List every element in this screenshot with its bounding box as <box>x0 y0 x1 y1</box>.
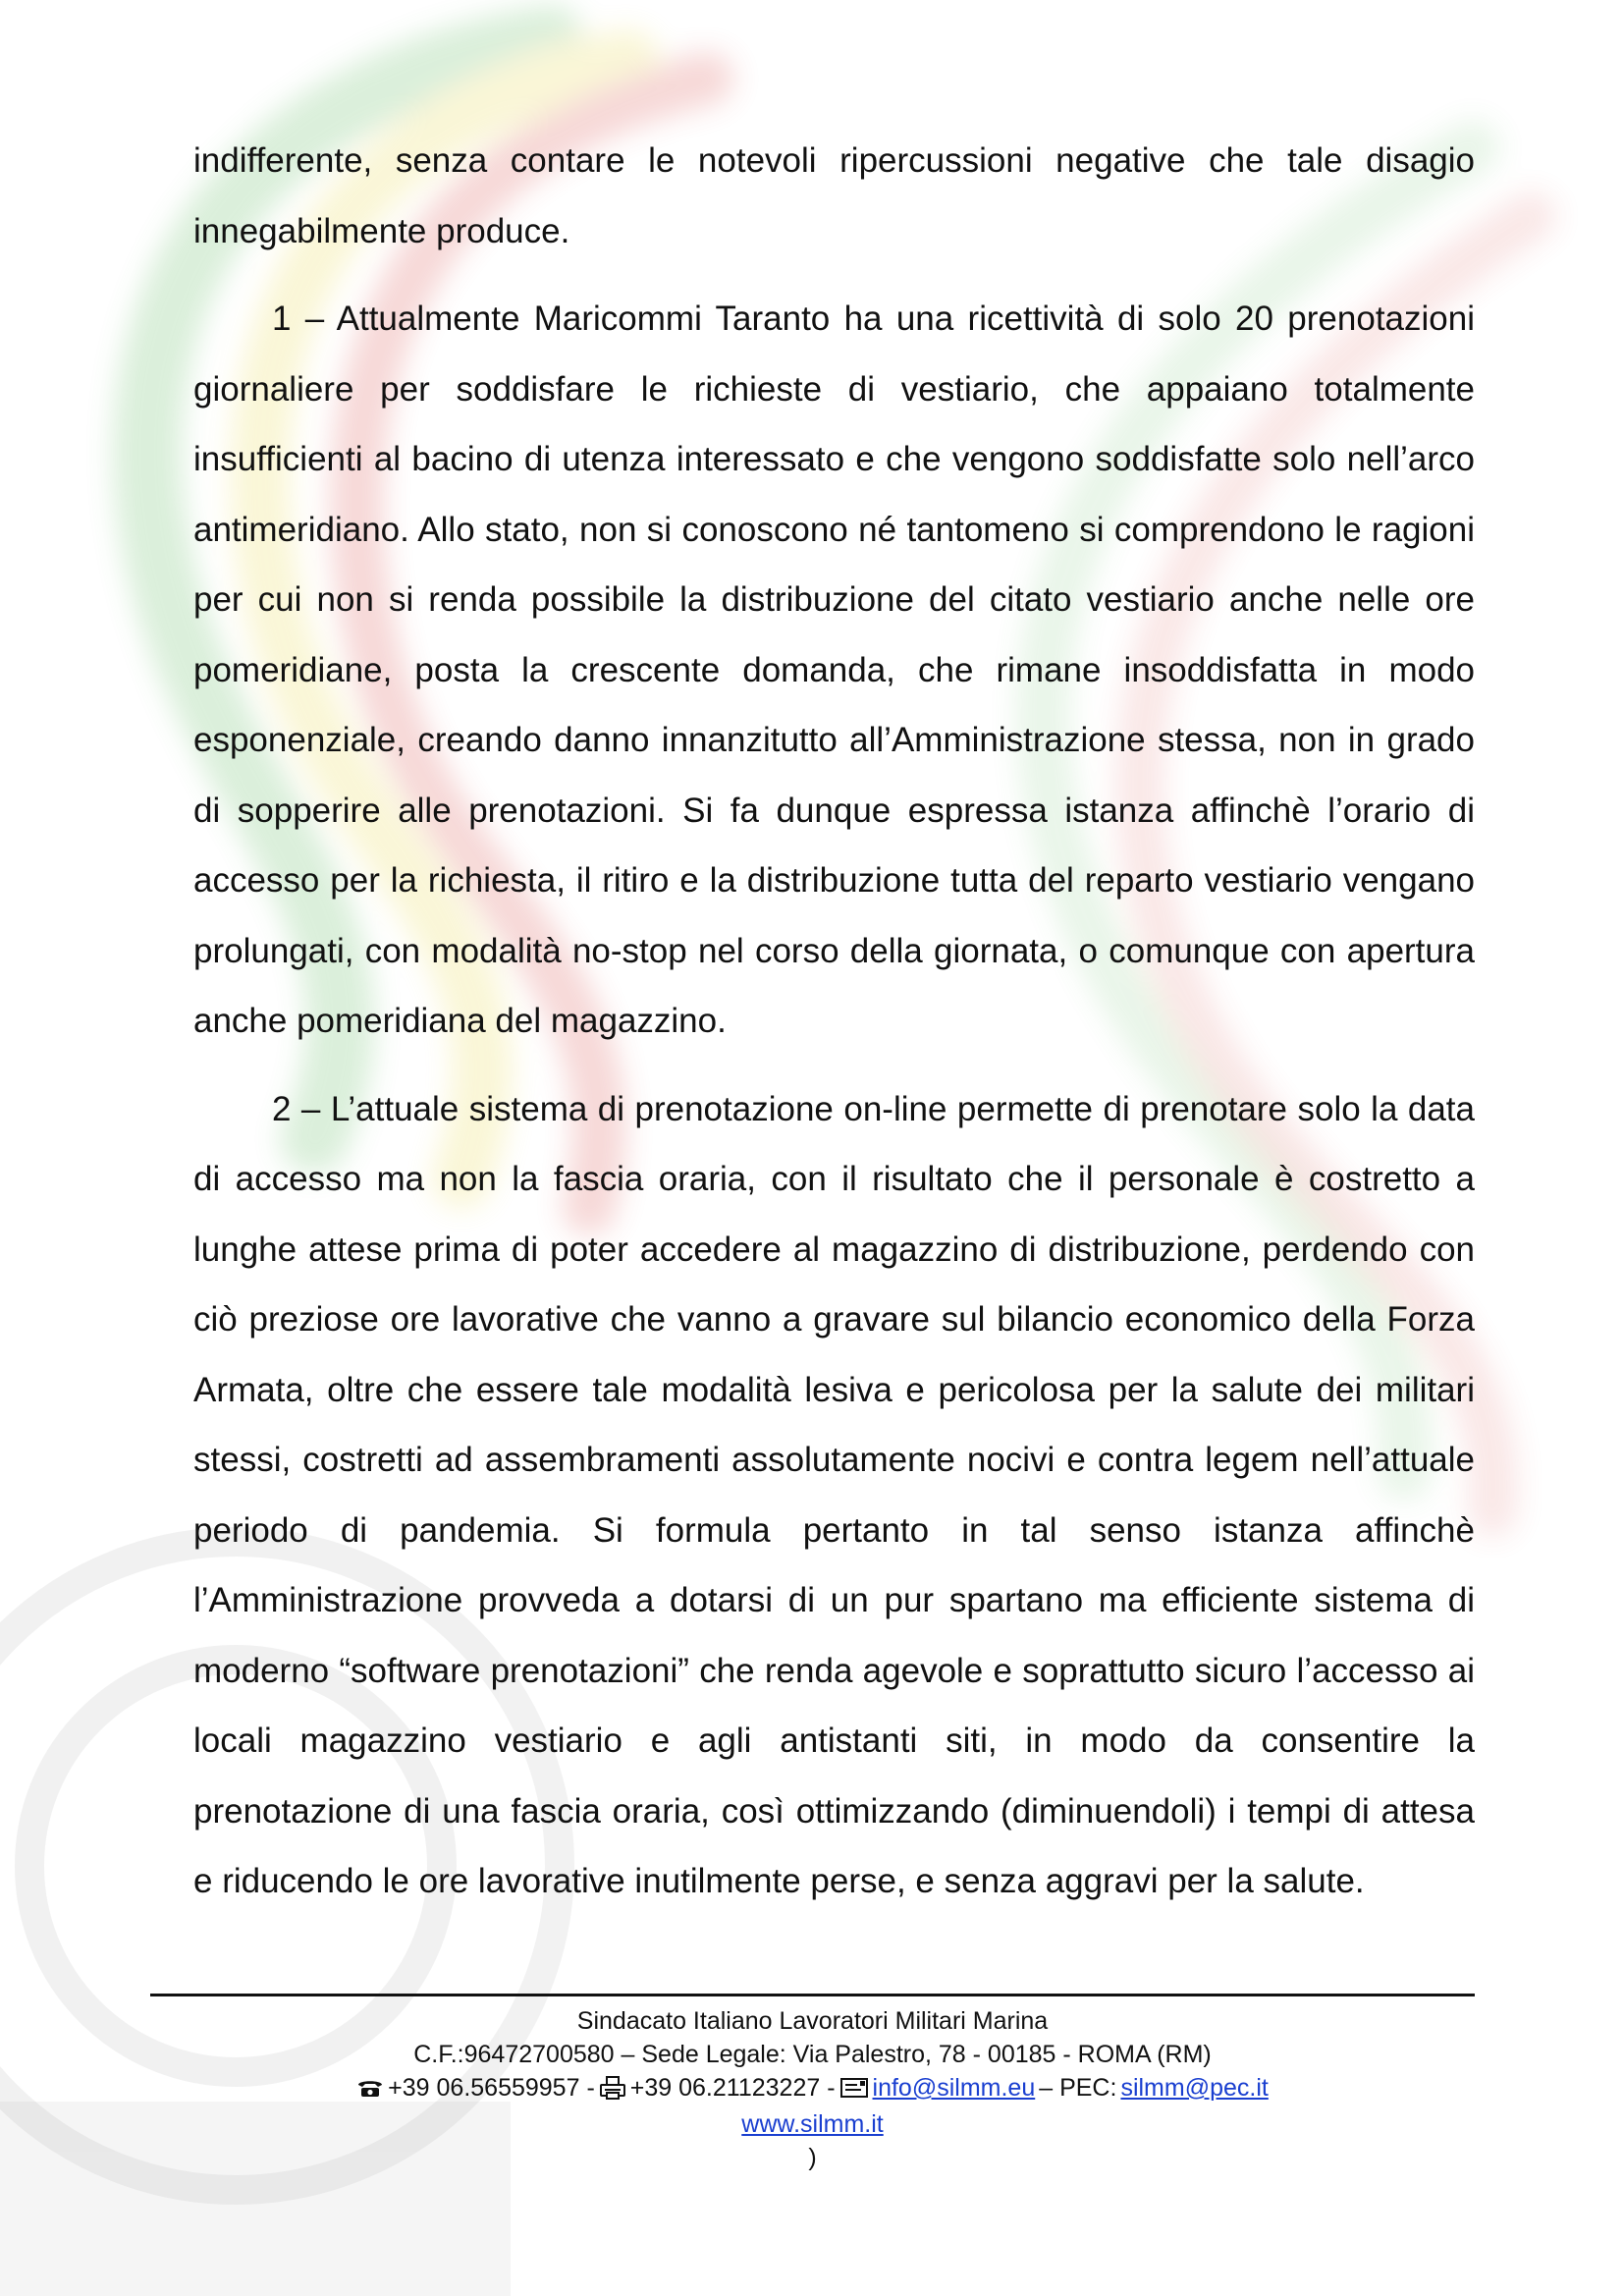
footer-address: C.F.:96472700580 – Sede Legale: Via Palestro, 78 - 00185 - ROMA (RM) <box>413 2041 1212 2068</box>
footer-pec-label: – PEC: <box>1039 2074 1117 2102</box>
paragraph-point-1: 1 – Attualmente Maricommi Taranto ha una ricettività di solo 20 prenotazioni giornaliere per soddisfare le richieste di vestiario, che appaiano totalmente insufficienti al bacino di utenza interessato e che vengono soddisfatte solo nell’arco antimeridiano. Allo stato, non si conoscono né tantomeno si comprendono le ragioni per cui non si renda possibile la distribuzione del citato vestiario anche nelle ore pomeridiane, posta la crescente domanda, che rimane insoddisfatta in modo esponenziale, creando danno innanzitutto all’Amministrazione stessa, non in grado di sopperire alle prenotazioni. Si fa dunque espressa istanza affinchè l’orario di accesso per la richiesta, il ritiro e la distribuzione tutta del reparto vestiario vengano prolungati, con modalità no-stop nel corso della giornata, o comunque con apertura anche pomeridiana del magazzino. <box>193 300 1475 1040</box>
footer-fax: +39 06.21123227 - <box>629 2074 836 2102</box>
fax-icon <box>599 2076 626 2100</box>
email-icon <box>839 2077 869 2099</box>
paragraph-continuation: indifferente, senza contare le notevoli ripercussioni negative che tale disagio innegabilmente produce. <box>193 141 1475 250</box>
footer-pec-link[interactable]: silmm@pec.it <box>1120 2074 1269 2102</box>
paragraph-point-2: 2 – L’attuale sistema di prenotazione on-line permette di prenotare solo la data di accesso ma non la fascia oraria, con il risultato che il personale è costretto a lunghe attese prima di poter accedere al magazzino di distribuzione, perdendo con ciò preziose ore lavorative che vanno a gravare sul bilancio economico della Forza Armata, oltre che essere tale modalità lesiva e pericolosa per la salute dei militari stessi, costretti ad assembramenti assolutamente nocivi e contra legem nell’attuale periodo di pandemia. Si formula pertanto in tal senso istanza affinchè l’Amministrazione provveda a dotarsi di un pur spartano ma efficiente sistema di moderno “software prenotazioni” che renda agevole e soprattutto sicuro l’accesso ai locali magazzino vestiario e agli antistanti siti, in modo da consentire la prenotazione di una fascia oraria, così ottimizzando (diminuendoli) i tempi di attesa e riducendo le ore lavorative inutilmente perse, e senza aggravi per la salute. <box>193 1089 1475 1900</box>
footer-org-name: Sindacato Italiano Lavoratori Militari Marina <box>576 2007 1049 2035</box>
letter-body <box>193 126 1475 1917</box>
footer-contacts <box>356 2071 1269 2105</box>
letterhead-footer <box>150 2004 1475 2174</box>
footer-trailing-paren: ) <box>808 2144 817 2171</box>
footer-divider <box>150 1994 1475 1996</box>
telephone-icon <box>356 2077 384 2099</box>
footer-email-link[interactable]: info@silmm.eu <box>872 2074 1036 2102</box>
footer-website-link[interactable]: www.silmm.it <box>741 2110 884 2138</box>
footer-phone: +39 06.56559957 - <box>388 2074 595 2102</box>
